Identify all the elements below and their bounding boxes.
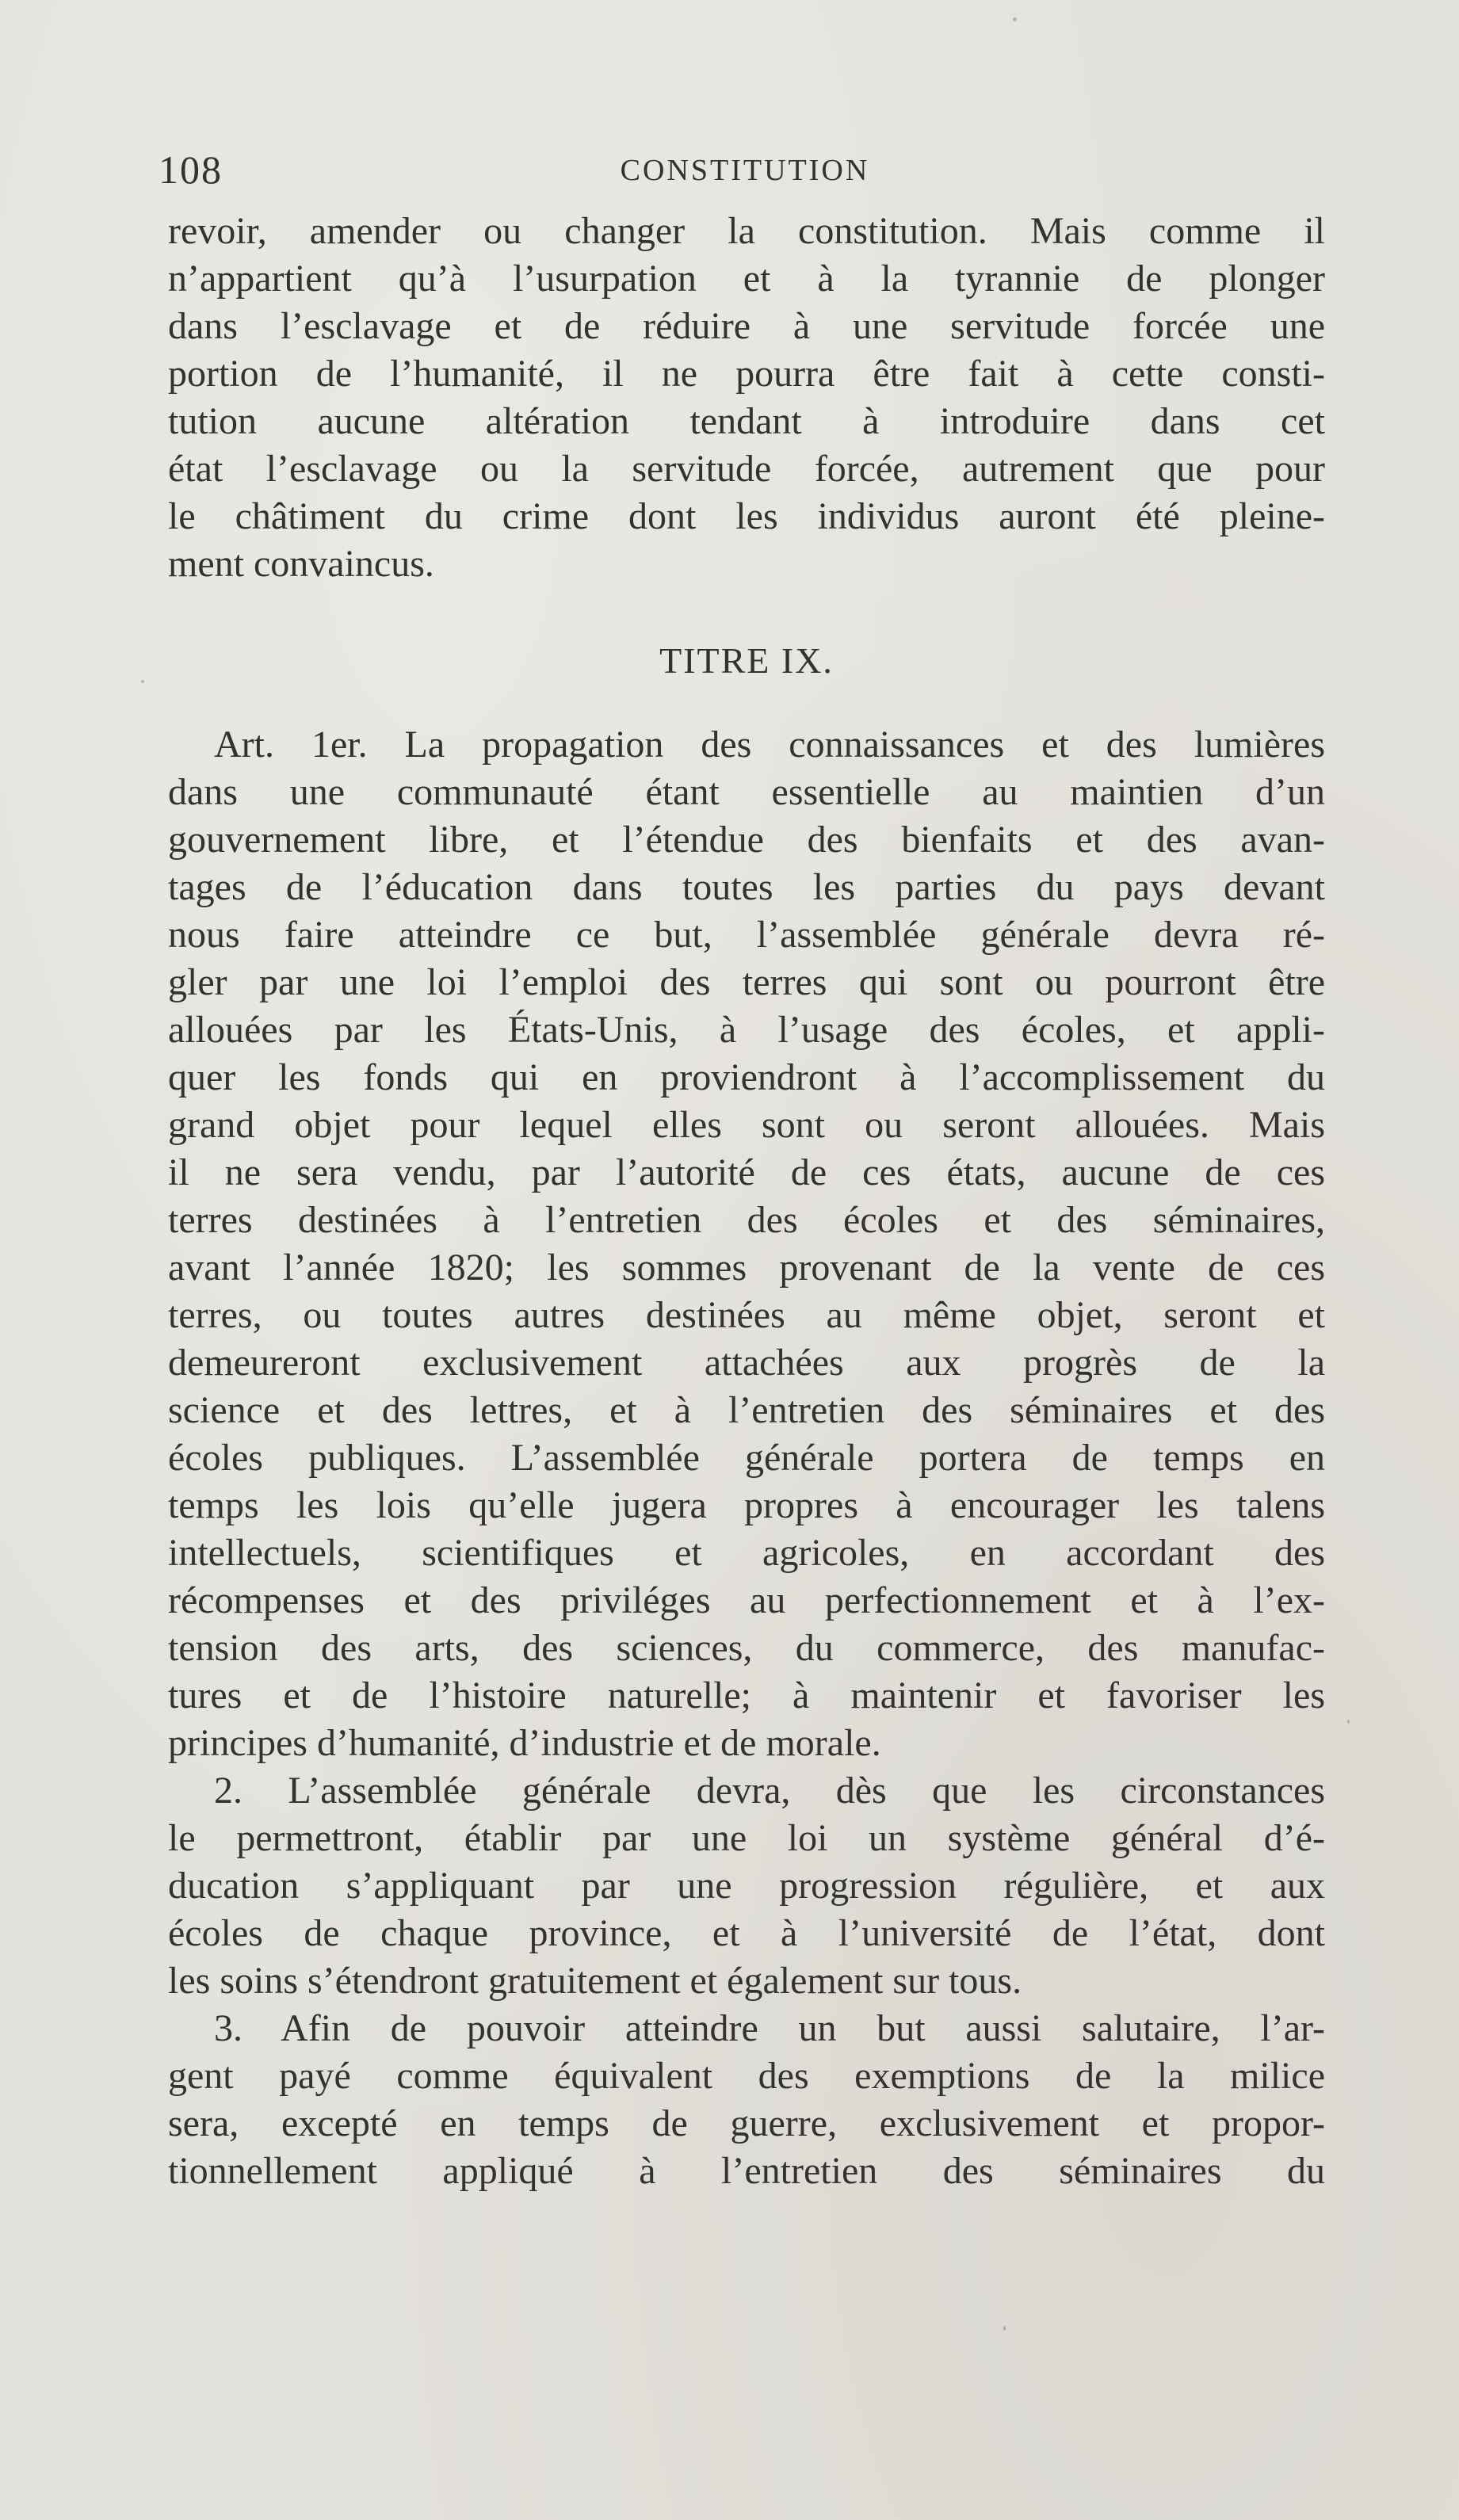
text-line: tages de l’éducation dans toutes les parties du pays devant <box>168 866 1325 908</box>
running-head: CONSTITUTION <box>620 154 870 187</box>
text-line: avant l’année 1820; les sommes provenant de la vente de ces <box>168 1247 1325 1289</box>
text-line: gent payé comme équivalent des exemptions de la milice <box>168 2055 1325 2097</box>
text-line: quer les fonds qui en proviendront à l’accomplissement du <box>168 1056 1325 1098</box>
text-line: tures et de l’histoire naturelle; à maintenir et favoriser les <box>168 1674 1325 1716</box>
text-line: science et des lettres, et à l’entretien des séminaires et des <box>168 1389 1325 1431</box>
paper-speck <box>1347 1720 1350 1724</box>
text-line: état l’esclavage ou la servitude forcée, autrement que pour <box>168 448 1325 490</box>
text-line: portion de l’humanité, il ne pourra être fait à cette consti- <box>168 353 1325 395</box>
text-line: tution aucune altération tendant à introduire dans cet <box>168 400 1325 442</box>
section-title: TITRE IX. <box>659 640 834 681</box>
text-line: il ne sera vendu, par l’autorité de ces états, aucune de ces <box>168 1151 1325 1193</box>
text-line: principes d’humanité, d’industrie et de morale. <box>168 1722 881 1764</box>
text-line: allouées par les États-Unis, à l’usage des écoles, et appli- <box>168 1009 1325 1051</box>
text-line: le permettront, établir par une loi un système général d’é- <box>168 1817 1325 1859</box>
text-line: intellectuels, scientifiques et agricoles, en accordant des <box>168 1532 1325 1574</box>
text-line: 2. L’assemblée générale devra, dès que les circonstances <box>214 1770 1325 1812</box>
paper-speck <box>1013 17 1017 21</box>
text-line: dans l’esclavage et de réduire à une servitude forcée une <box>168 305 1325 347</box>
text-line: gouvernement libre, et l’étendue des bienfaits et des avan- <box>168 819 1325 861</box>
text-line: tension des arts, des sciences, du commerce, des manufac- <box>168 1627 1325 1669</box>
text-line: récompenses et des priviléges au perfectionnement et à l’ex- <box>168 1579 1325 1621</box>
text-line: demeureront exclusivement attachées aux progrès de la <box>168 1342 1325 1384</box>
text-line: grand objet pour lequel elles sont ou seront allouées. Mais <box>168 1104 1325 1146</box>
page-number: 108 <box>159 147 223 192</box>
text-line: Art. 1er. La propagation des connaissances et des lumières <box>214 724 1325 766</box>
paper-speck <box>1003 2326 1006 2331</box>
paper-speck <box>141 680 144 683</box>
text-line: terres destinées à l’entretien des écoles et des séminaires, <box>168 1199 1325 1241</box>
text-line: ment convaincus. <box>168 543 434 585</box>
text-line: le châtiment du crime dont les individus auront été pleine- <box>168 495 1325 537</box>
text-line: dans une communauté étant essentielle au maintien d’un <box>168 771 1325 813</box>
text-line: les soins s’étendront gratuitement et également sur tous. <box>168 1960 1022 2002</box>
text-line: écoles publiques. L’assemblée générale portera de temps en <box>168 1437 1325 1479</box>
text-line: ducation s’appliquant par une progression régulière, et aux <box>168 1865 1325 1907</box>
text-line: revoir, amender ou changer la constitution. Mais comme il <box>168 210 1325 252</box>
body-text <box>168 208 1325 2195</box>
text-line: tionnellement appliqué à l’entretien des séminaires du <box>168 2150 1325 2192</box>
text-line: écoles de chaque province, et à l’université de l’état, dont <box>168 1912 1325 1954</box>
text-line: nous faire atteindre ce but, l’assemblée générale devra ré- <box>168 914 1325 956</box>
text-line: 3. Afin de pouvoir atteindre un but aussi salutaire, l’ar- <box>214 2007 1325 2049</box>
text-line: sera, excepté en temps de guerre, exclusivement et propor- <box>168 2102 1325 2144</box>
page-header <box>159 147 1331 202</box>
text-line: n’appartient qu’à l’usurpation et à la tyrannie de plonger <box>168 258 1325 300</box>
text-line: gler par une loi l’emploi des terres qui sont ou pourront être <box>168 961 1325 1003</box>
text-line: terres, ou toutes autres destinées au même objet, seront et <box>168 1294 1325 1336</box>
text-line: temps les lois qu’elle jugera propres à encourager les talens <box>168 1484 1325 1526</box>
